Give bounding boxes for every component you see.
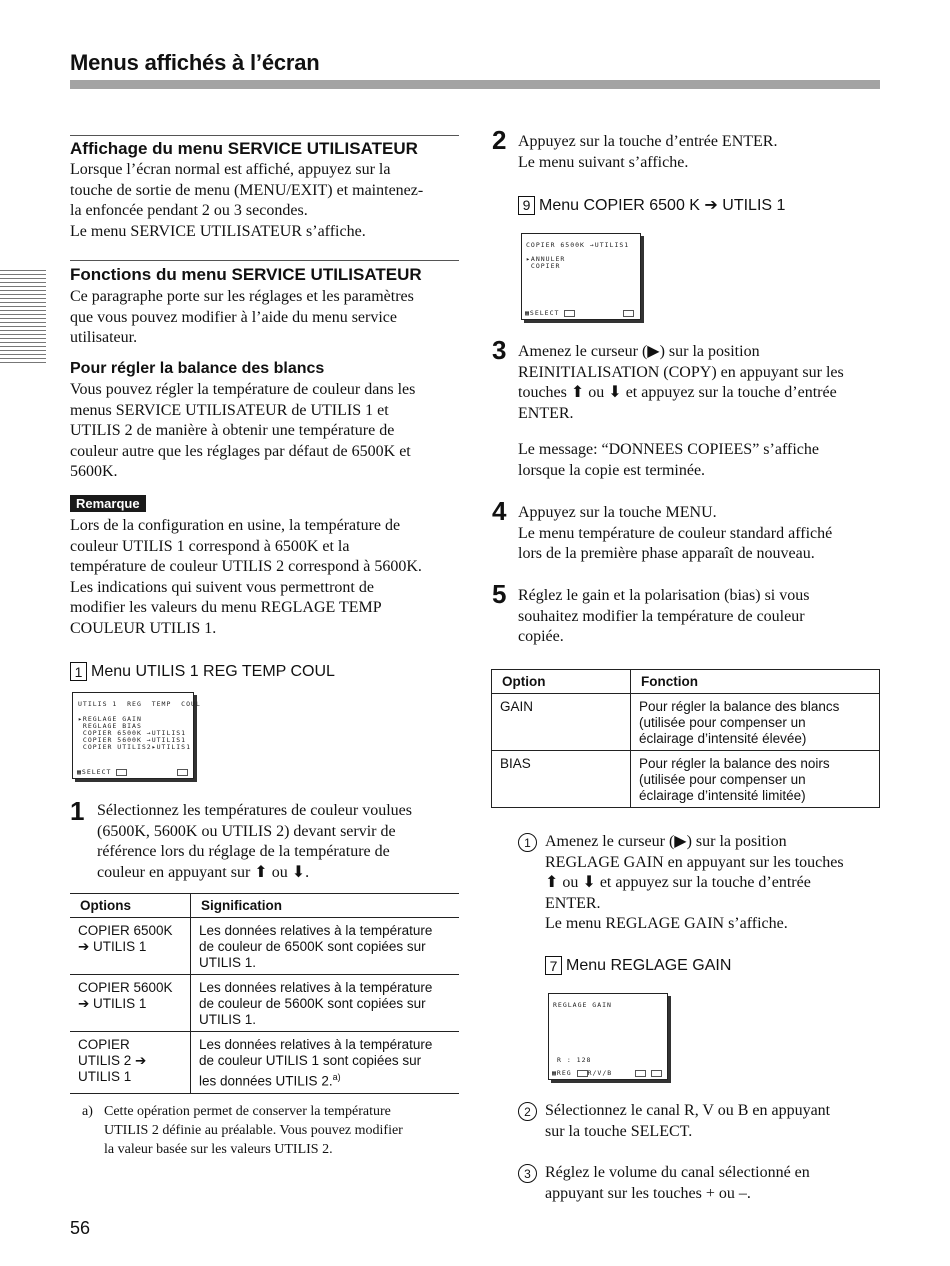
table-cell-text: Les données relatives à la température de couleur UTILIS 1 sont copiées sur les données UTILIS 2.: [199, 1037, 433, 1089]
page-title: Menus affichés à l’écran: [70, 50, 320, 75]
subsection-text-white-balance: Vous pouvez régler la température de couleur dans les menus SERVICE UTILISATEUR de UTILIS 1 et UTILIS 2 de manière à obtenir une température de couleur autre que les réglages par défaut de 6500K et 5600K.: [70, 381, 416, 480]
remark-label: [70, 495, 146, 513]
table-cell: Les données relatives à la température de couleur de 6500K sont copiées sur UTILIS 1.: [191, 918, 460, 975]
table-cell: COPIER 5600K ➔ UTILIS 1: [70, 975, 191, 1032]
screen-reglage-gain: [548, 993, 668, 1080]
step-number: 4: [492, 496, 507, 526]
step-number: 1: [70, 796, 85, 826]
table-header-row: [70, 894, 459, 918]
screen-footer-label: REG: [556, 1069, 572, 1077]
option-function-table: [491, 669, 880, 808]
table-header-row: [492, 670, 880, 694]
step-number: 5: [492, 579, 507, 609]
substep-text: Réglez le volume du canal sélectionné en appuyant sur les touches + ou –.: [545, 1164, 810, 1202]
table-header: Options: [70, 894, 191, 918]
screen-footer-key: [623, 309, 634, 317]
key-icon: [577, 1070, 588, 1077]
step-text: Sélectionnez les températures de couleur voulues (6500K, 5600K ou UTILIS 2) devant servir de référence lors du réglage de la température de couleur en appuyant sur ⬆ ou ⬇.: [97, 802, 412, 881]
section-title-functions: Fonctions du menu SERVICE UTILISATEUR: [70, 265, 422, 284]
screen-footer: [525, 309, 575, 317]
menu-number-box: 1: [70, 662, 87, 681]
key-icon: [623, 310, 634, 317]
footnote-mark: a): [332, 1072, 341, 1082]
menu-heading-text: Menu REGLAGE GAIN: [566, 956, 732, 974]
screen-footer: [77, 768, 127, 776]
screen-line: ▸REGLAGE GAIN: [78, 715, 142, 723]
grid-icon: ▦: [552, 1069, 557, 1077]
table-cell: Pour régler la balance des noirs (utilisée pour compenser un éclairage d’intensité limitée): [631, 751, 880, 808]
table-header: Signification: [191, 894, 460, 918]
menu-heading-1: [70, 662, 335, 681]
key-icon: [116, 769, 127, 776]
table-cell: Les données relatives à la température de couleur de 5600K sont copiées sur UTILIS 1.: [191, 975, 460, 1032]
screen-footer-keys: [635, 1069, 662, 1077]
key-icon: [635, 1070, 646, 1077]
substep-text: Sélectionnez le canal R, V ou B en appuyant sur la touche SELECT.: [545, 1102, 831, 1140]
screen-line: COPIER 6500K →UTILIS1: [78, 729, 187, 737]
circled-number-text: 1: [518, 833, 537, 852]
table-cell: BIAS: [492, 751, 631, 808]
screen-title: UTILIS 1 REG TEMP COUL: [78, 700, 201, 708]
circled-number: [518, 833, 537, 852]
section-title-display: Affichage du menu SERVICE UTILISATEUR: [70, 139, 418, 158]
screen-footer: [552, 1069, 612, 1077]
circled-number: [518, 1164, 537, 1183]
screen-line: COPIER 5600K →UTILIS1: [78, 736, 187, 744]
table-header: Option: [492, 670, 631, 694]
substep-text: Amenez le curseur (▶) sur la position REGLAGE GAIN en appuyant sur les touches ⬆ ou ⬇ et appuyez sur la touche d’entrée ENTER. Le menu REGLAGE GAIN s’affiche.: [545, 833, 844, 932]
screen-line: REGLAGE BIAS: [78, 722, 142, 730]
step-text: Réglez le gain et la polarisation (bias) si vous souhaitez modifier la température de couleur copiée.: [518, 587, 810, 645]
table-cell: COPIER UTILIS 2 ➔ UTILIS 1: [70, 1032, 191, 1094]
table-header: Fonction: [631, 670, 880, 694]
screen-footer-label: SELECT: [81, 768, 112, 776]
remark-text: Lors de la configuration en usine, la température de couleur UTILIS 1 correspond à 6500K et la température de couleur UTILIS 2 correspond à 5600K. Les indications qui suivent vous permettront de modifier les valeurs du menu REGLAGE TEMP COULEUR UTILIS 1.: [70, 517, 422, 637]
table-cell: COPIER 6500K ➔ UTILIS 1: [70, 918, 191, 975]
side-tab-marker: [0, 270, 46, 365]
menu-heading-text: Menu UTILIS 1 REG TEMP COUL: [91, 662, 335, 680]
menu-heading-9: [518, 195, 785, 215]
step-text: Appuyez sur la touche MENU. Le menu température de couleur standard affiché lors de la première phase apparaît de nouveau.: [518, 504, 833, 562]
options-table: [70, 893, 459, 1094]
circled-number-text: 3: [518, 1164, 537, 1183]
section-text-display: Lorsque l’écran normal est affiché, appuyez sur la touche de sortie de menu (MENU/EXIT) et maintenez- la enfoncée pendant 2 ou 3 secondes. Le menu SERVICE UTILISATEUR s’affiche.: [70, 161, 424, 240]
table-row: [70, 1032, 459, 1094]
footnote-text: Cette opération permet de conserver la température UTILIS 2 définie au préalable. Vous pouvez modifier la valeur basée sur les valeurs UTILIS 2.: [104, 1104, 403, 1157]
footnote-label: a): [82, 1104, 93, 1119]
circled-number: [518, 1102, 537, 1121]
section-text-functions: Ce paragraphe porte sur les réglages et les paramètres que vous pouvez modifier à l’aide du menu service utilisateur.: [70, 288, 414, 346]
table-row: [492, 694, 880, 751]
menu-number-box: 9: [518, 196, 535, 215]
table-row: [70, 975, 459, 1032]
step-number: 2: [492, 125, 507, 155]
key-icon: [651, 1070, 662, 1077]
subsection-title-white-balance: Pour régler la balance des blancs: [70, 360, 325, 377]
screen-title: REGLAGE GAIN: [553, 1001, 612, 1009]
screen-line: ▸ANNULER: [526, 255, 566, 263]
key-icon: [564, 310, 575, 317]
table-row: [492, 751, 880, 808]
key-icon: [177, 769, 188, 776]
step-note: Le message: “DONNEES COPIEES” s’affiche lorsque la copie est terminée.: [518, 441, 819, 479]
remark-badge: Remarque: [70, 495, 146, 512]
section-rule: [70, 260, 459, 261]
section-rule: [70, 135, 459, 136]
menu-heading-7: [545, 956, 731, 975]
screen-utilis1-reg-temp: [72, 692, 201, 779]
screen-line: COPIER: [526, 262, 561, 270]
menu-heading-text: Menu COPIER 6500 K ➔ UTILIS 1: [539, 197, 786, 214]
step-number: 3: [492, 335, 507, 365]
step-text: Amenez le curseur (▶) sur la position REINITIALISATION (COPY) en appuyant sur les touches ⬆ ou ⬇ et appuyez sur la touche d’entrée ENTER.: [518, 343, 844, 422]
table-cell: GAIN: [492, 694, 631, 751]
circled-number-text: 2: [518, 1102, 537, 1121]
table-cell: Pour régler la balance des blancs (utilisée pour compenser un éclairage d’intensité élevée): [631, 694, 880, 751]
screen-value: R : 128: [557, 1056, 592, 1064]
table-cell: [191, 1032, 460, 1094]
step-text: Appuyez sur la touche d’entrée ENTER. Le menu suivant s’affiche.: [518, 133, 778, 171]
screen-title: COPIER 6500K →UTILIS1: [526, 241, 630, 249]
title-bar: [70, 80, 880, 89]
table-row: [70, 918, 459, 975]
screen-copier-6500k: [521, 233, 641, 320]
grid-icon: ▦: [525, 309, 530, 317]
screen-footer-label: R/V/B: [587, 1069, 613, 1077]
grid-icon: ▦: [77, 768, 82, 776]
menu-number-box: 7: [545, 956, 562, 975]
screen-line: COPIER UTILIS2▸UTILIS1: [78, 743, 192, 751]
screen-footer-label: SELECT: [529, 309, 560, 317]
page-number: 56: [70, 1218, 91, 1238]
screen-footer-key: [177, 768, 188, 776]
